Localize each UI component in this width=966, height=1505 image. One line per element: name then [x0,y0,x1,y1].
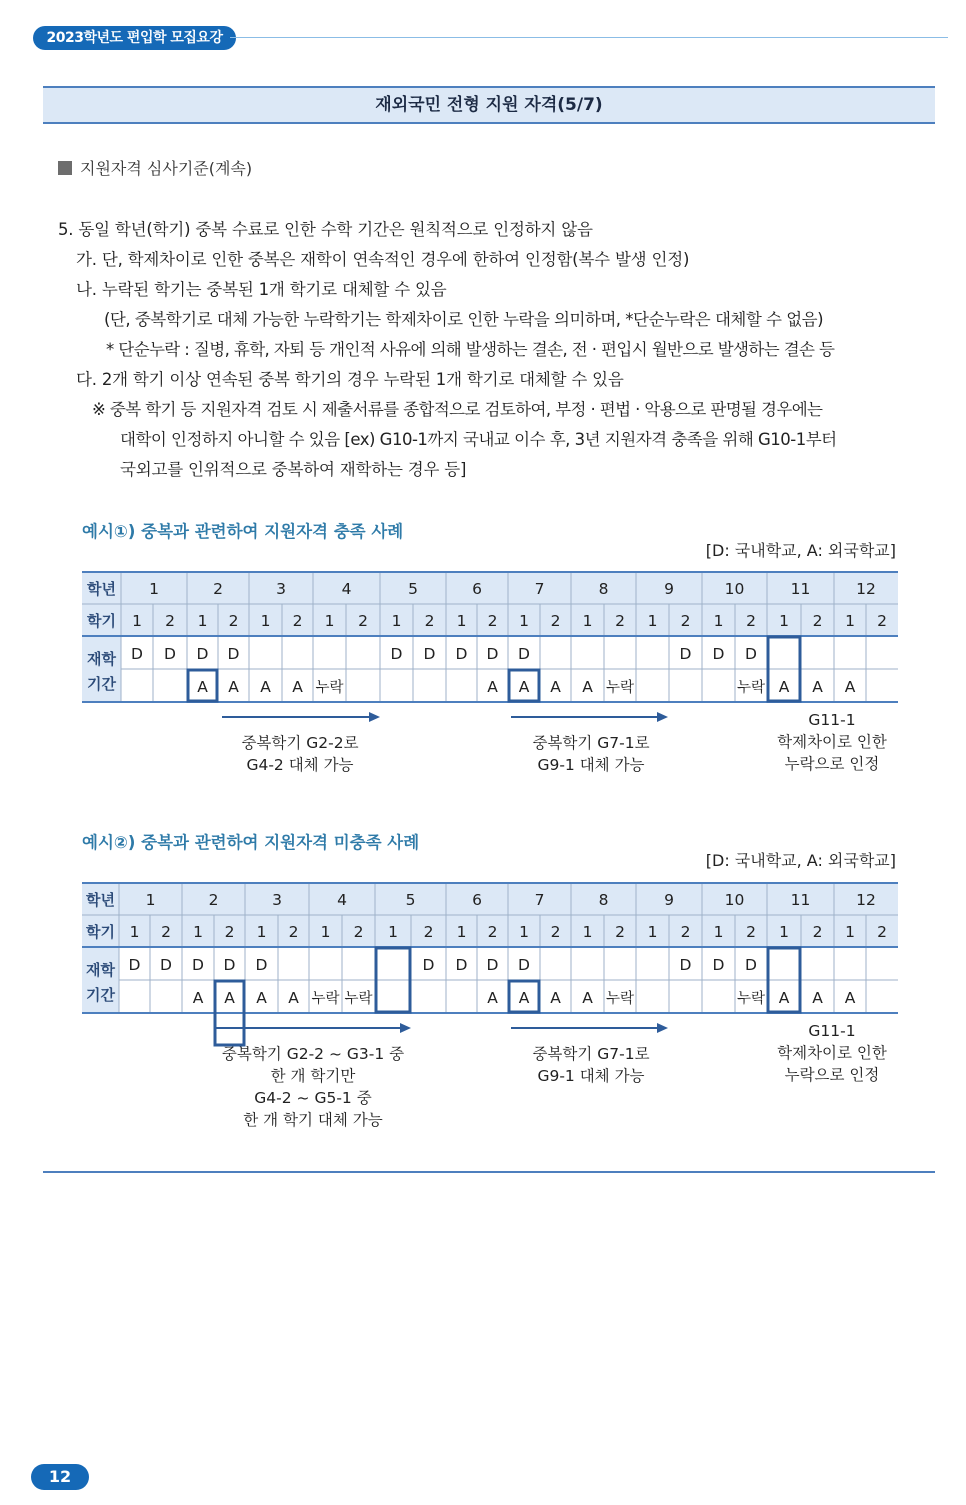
table-2-note-2-line-1: 중복학기 G7-1로 [532,1045,650,1063]
table-1-year-1: 1 [149,580,159,598]
table-1-label-year: 학년 [87,580,116,598]
table-1-semester-12: 2 [487,612,498,630]
table-1-year-11: 11 [790,580,811,598]
table-1-year-3: 3 [276,580,286,598]
table-1-semester-16: 2 [615,612,625,630]
table-1-year-4: 4 [341,580,352,598]
table-2-semester-3: 1 [193,923,203,941]
table-2-note-1-line-4: 한 개 학기 대체 가능 [243,1111,383,1129]
table-2-semester-16: 2 [615,923,625,941]
table-1-semester-4: 2 [228,612,239,630]
table-1-semester-6: 2 [292,612,303,630]
table-2-arrow-head-icon [400,1023,411,1033]
table-2-label-period-2: 기간 [86,986,115,1004]
table-2-arrow-head-icon [657,1023,668,1033]
table-1-year-5: 5 [408,580,418,598]
page-title: 재외국민 전형 지원 자격(5/7) [43,86,935,124]
table-2-year-6: 6 [472,891,482,909]
table-2-cell-a: A [518,989,530,1007]
table-2-note-2-line-2: G9-1 대체 가능 [537,1067,645,1085]
table-2-year-4: 4 [337,891,347,909]
table-1-cell-d: D [455,645,468,663]
table-2-cell-a: A [192,989,204,1007]
table-1-semester-10: 2 [424,612,435,630]
table-2-year-12: 12 [856,891,876,909]
table-2-semester-4: 2 [224,923,235,941]
table-1-cell-a: A [487,678,498,696]
table-2-cell-a: A [844,989,856,1007]
table-2-label-semester: 학기 [86,923,115,941]
table-1-semester-2: 2 [165,612,175,630]
table-1-semester-17: 1 [647,612,658,630]
table-1-semester-1: 1 [132,612,142,630]
header-badge: 2023학년도 편입학 모집요강 [33,26,236,50]
table-2-cell-a: A [582,989,593,1007]
table-2-note-1-line-3: G4-2 ~ G5-1 중 [254,1089,372,1107]
rule-line-note-1: ※ 중복 학기 등 지원자격 검토 시 제출서류를 종합적으로 검토하여, 부정 · 편법 · 악용으로 판명될 경우에는 [92,400,823,419]
table-2-semester-22: 2 [812,923,823,941]
table-1-cell-a: 누락 [315,680,344,696]
table-1-year-12: 12 [856,580,876,598]
table-1-year-10: 10 [724,580,745,598]
table-1-semester-9: 1 [391,612,402,630]
table-2-year-11: 11 [790,891,811,909]
table-2-year-9: 9 [664,891,674,909]
table-1-year-2: 2 [213,580,223,598]
table-2-note-3-line-2: 학제차이로 인한 [777,1044,887,1062]
table-2-semester-13: 1 [519,923,529,941]
table-2-year-7: 7 [534,891,545,909]
table-2-semester-15: 1 [582,923,593,941]
example-1-legend: [D: 국내학교, A: 외국학교] [705,541,896,560]
bottom-rule [43,1171,935,1173]
table-1-label-period-1: 재학 [87,650,116,668]
rule-line-na-note: (단, 중복학기로 대체 가능한 누락학기는 학제차이로 인한 누락을 의미하며, *단순누락은 대체할 수 없음) [104,310,824,329]
table-1-note-3-line-2: 학제차이로 인한 [777,733,887,751]
table-2-cell-a: A [487,989,498,1007]
table-1-cell-a: A [812,678,823,696]
table-2-year-8: 8 [598,891,609,909]
table-2-cell-a: A [778,989,790,1007]
table-1-semester-24: 2 [877,612,887,630]
table-2-cell-a: A [256,989,267,1007]
table-2-cell-d: D [160,956,172,974]
example-2-legend: [D: 국내학교, A: 외국학교] [705,851,896,870]
table-1-semester-22: 2 [812,612,823,630]
table-2-semester-1: 1 [129,923,140,941]
table-2-year-5: 5 [405,891,416,909]
table-2-cell-d: D [745,956,757,974]
table-1-year-6: 6 [472,580,482,598]
table-1-cell-a: A [228,678,239,696]
table-2-semester-9: 1 [388,923,398,941]
rule-line-footnote: * 단순누락 : 질병, 휴학, 자퇴 등 개인적 사유에 의해 발생하는 결손, 전 · 편입시 월반으로 발생하는 결손 등 [106,340,835,359]
table-2-semester-17: 1 [647,923,658,941]
table-1-cell-a: 누락 [605,680,635,696]
rule-line-na: 나. 누락된 학기는 중복된 1개 학기로 대체할 수 있음 [76,280,447,299]
table-2-cell-d: D [128,956,141,974]
table-2-semester-24: 2 [877,923,887,941]
table-1-cell-d: D [423,645,436,663]
rule-line-da: 다. 2개 학기 이상 연속된 중복 학기의 경우 누락된 1개 학기로 대체할 수 있음 [76,370,624,389]
table-1-arrow-head-icon [657,712,668,722]
table-1-cell-a: 누락 [736,680,766,696]
table-2-cell-a: A [288,989,299,1007]
table-2-semester-7: 1 [320,923,331,941]
table-2-cell-a: A [812,989,823,1007]
table-2-semester-21: 1 [779,923,789,941]
table-2-cell-a: 누락 [736,991,766,1007]
table-2-semester-8: 2 [353,923,364,941]
table-2-semester-6: 2 [288,923,299,941]
table-2-cell-a: 누락 [605,991,635,1007]
table-1-cell-a: A [292,678,303,696]
table-2-year-1: 1 [145,891,156,909]
table-1-semester-7: 1 [324,612,335,630]
table-1-cell-a: A [844,678,856,696]
table-2-semester-18: 2 [680,923,691,941]
table-2-note-3-line-3: 누락으로 인정 [784,1066,880,1084]
table-2-cell-d: D [422,956,435,974]
table-1-cell-d: D [679,645,692,663]
table-1-semester-5: 1 [260,612,271,630]
table-2-cell-d: D [518,956,530,974]
table-1-semester-23: 1 [845,612,855,630]
table-1-cell-a: A [582,678,593,696]
table-2-semester-20: 2 [746,923,756,941]
table-2-note-1-line-2: 한 개 학기만 [270,1067,356,1085]
table-1-cell-d: D [390,645,403,663]
table-1-semester-3: 1 [197,612,208,630]
table-1-semester-21: 1 [779,612,789,630]
example-1-title: 예시①) 중복과 관련하여 지원자격 충족 사례 [82,522,404,541]
table-2-cell-d: D [486,956,499,974]
table-1-note-2-line-1: 중복학기 G7-1로 [532,734,650,752]
table-1-note-3-line-3: 누락으로 인정 [784,755,880,773]
table-2-cell-a: A [550,989,561,1007]
table-2-cell-a: A [224,989,235,1007]
table-1-cell-d: D [164,645,176,663]
table-2-note-3-line-1: G11-1 [808,1022,856,1040]
table-1-arrow-head-icon [369,712,380,722]
table-2-year-3: 3 [272,891,282,909]
table-2-cell-d: D [712,956,725,974]
table-1-year-7: 7 [534,580,545,598]
table-2-semester-12: 2 [487,923,498,941]
table-2-label-year: 학년 [86,891,115,909]
table-1-semester-20: 2 [746,612,756,630]
table-1-semester-14: 2 [550,612,561,630]
table-1-semester-13: 1 [519,612,529,630]
table-1-cell-d: D [745,645,757,663]
rule-line-note-3: 국외고를 인위적으로 중복하여 재학하는 경우 등] [120,460,467,479]
table-1-cell-d: D [518,645,530,663]
table-1-note-1-line-1: 중복학기 G2-2로 [241,734,359,752]
table-1-note-3-line-1: G11-1 [808,711,856,729]
table-2-cell-d: D [223,956,236,974]
table-2-cell-d: D [455,956,468,974]
rule-line-note-2: 대학이 인정하지 아니할 수 있음 [ex) G10-1까지 국내교 이수 후, 3년 지원자격 충족을 위해 G10-1부터 [120,430,837,449]
table-2-cell-a: 누락 [311,991,340,1007]
table-2-note-1-line-1: 중복학기 G2-2 ~ G3-1 중 [221,1045,405,1063]
table-2-semester-5: 1 [256,923,267,941]
table-1-cell-a: A [550,678,561,696]
table-2-semester-10: 2 [423,923,434,941]
table-2-cell-a: 누락 [344,991,373,1007]
table-1-cell-d: D [196,645,209,663]
table-1-semester-19: 1 [713,612,724,630]
table-1-cell-a: A [197,678,208,696]
table-1-cell-d: D [227,645,240,663]
table-1-semester-8: 2 [358,612,368,630]
table-2-semester-14: 2 [550,923,561,941]
table-1-note-2-line-2: G9-1 대체 가능 [537,756,645,774]
table-2-cell-d: D [255,956,268,974]
section-label-text: 지원자격 심사기준(계속) [80,159,253,178]
table-1-year-8: 8 [598,580,609,598]
example-2-title: 예시②) 중복과 관련하여 지원자격 미충족 사례 [82,833,420,852]
table-1-cell-d: D [131,645,143,663]
table-2-cell-d: D [679,956,692,974]
table-1-semester-11: 1 [456,612,467,630]
table-1-year-9: 9 [664,580,674,598]
rule-line-5: 5. 동일 학년(학기) 중복 수료로 인한 수학 기간은 원칙적으로 인정하지 않음 [58,220,593,239]
table-2-semester-23: 1 [845,923,855,941]
rule-line-ga: 가. 단, 학제차이로 인한 중복은 재학이 연속적인 경우에 한하여 인정함(복수 발생 인정) [76,250,690,269]
table-1-cell-a: A [260,678,271,696]
table-1-note-1-line-2: G4-2 대체 가능 [246,756,354,774]
table-2-semester-2: 2 [161,923,171,941]
table-1-cell-d: D [712,645,725,663]
table-2-cell-d: D [192,956,204,974]
table-1-semester-15: 1 [582,612,593,630]
table-1-label-semester: 학기 [87,612,116,630]
table-1-label-period-2: 기간 [87,675,116,693]
table-2-year-10: 10 [724,891,745,909]
table-2-label-period-1: 재학 [86,961,115,979]
table-2-year-2: 2 [208,891,219,909]
table-1-semester-18: 2 [680,612,691,630]
table-1-cell-a: A [518,678,530,696]
page-number: 12 [31,1464,89,1490]
table-1-cell-a: A [778,678,790,696]
table-1-cell-d: D [486,645,499,663]
table-2-semester-19: 1 [713,923,724,941]
table-2-semester-11: 1 [456,923,467,941]
